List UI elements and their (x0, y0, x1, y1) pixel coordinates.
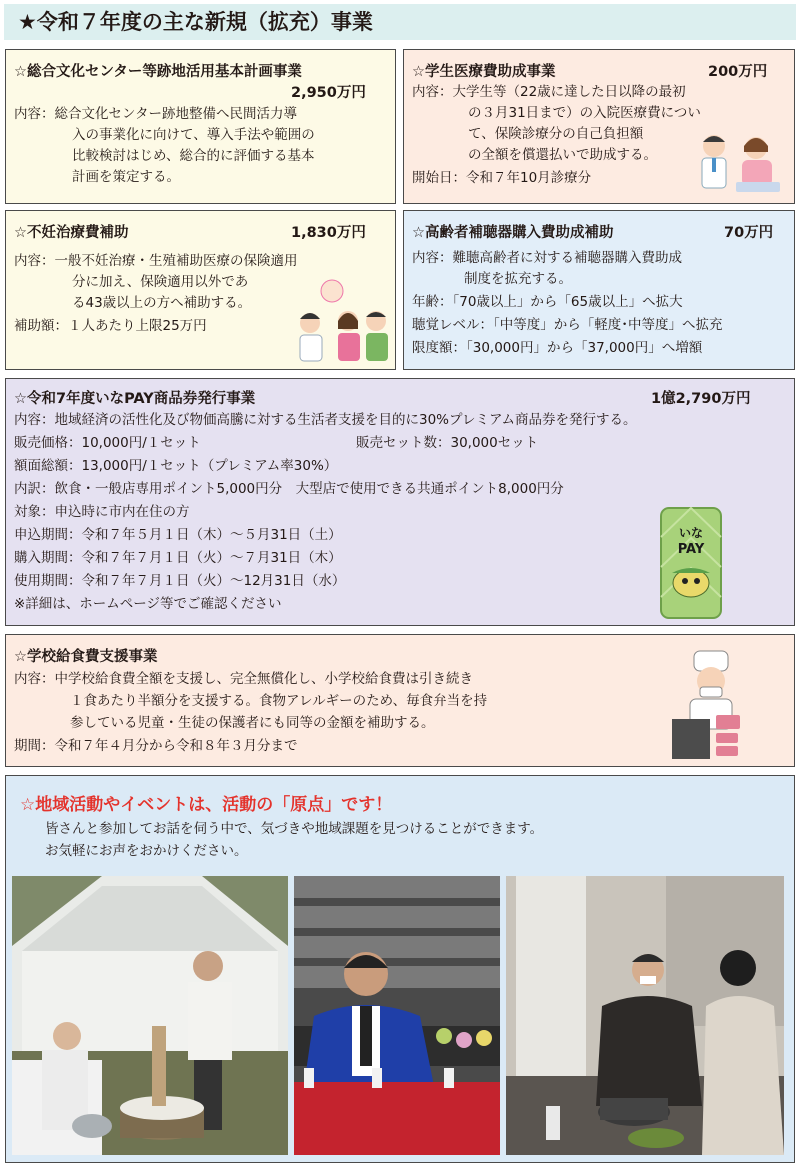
breakdown: 内訳：飲食・一般店専用ポイント5,000円分 大型店で使用できる共通ポイント8,000円分 (14, 481, 564, 497)
box-school-lunch (5, 634, 795, 767)
start-date: 開始日：令和７年10月診療分 (412, 170, 592, 186)
age-change: 年齢：「70歳以上」から「65歳以上」へ拡大 (412, 294, 683, 310)
content-line: １食あたり半額分を支援する。食物アレルギーのため、毎食弁当を持 (70, 693, 488, 709)
target: 対象：申込時に市内在住の方 (14, 504, 190, 520)
family-consultation-icon (296, 277, 392, 365)
content-line: 参している児童・生徒の保護者にも同等の金額を補助する。 (70, 715, 435, 731)
photo-cooking (506, 876, 784, 1155)
box-title: ☆学校給食費支援事業 (14, 649, 158, 665)
page-title: ★令和７年度の主な新規（拡充）事業 (4, 4, 796, 40)
community-line: 皆さんと参加してお話を伺う中で、気づきや地域課題を見つけることができます。 (45, 821, 544, 837)
box-student-medical (403, 49, 795, 204)
box-hearing-aid (403, 210, 795, 370)
box-amount: 200万円 (708, 64, 768, 80)
face-value: 額面総額：13,000円/１セット（プレミアム率30%） (14, 458, 338, 474)
doctor-patient-icon (696, 128, 782, 196)
sale-price: 販売価格：10,000円/１セット (14, 435, 201, 451)
content-line: 入の事業化に向けて、導入手法や範囲の (72, 127, 315, 143)
content-line: 内容：大学生等（22歳に達した日以降の最初 (412, 84, 686, 100)
content-line: の３月31日まで）の入院医療費につい (468, 105, 701, 121)
content-line: 内容：一般不妊治療・生殖補助医療の保険適用 (14, 253, 298, 269)
content-line: 計画を策定する。 (72, 169, 180, 185)
box-title: ☆総合文化センター等跡地活用基本計画事業 (14, 64, 302, 80)
period: 期間：令和７年４月分から令和８年３月分まで (14, 738, 298, 754)
box-cultural-center (5, 49, 396, 204)
content-line: 内容：難聴高齢者に対する補聴器購入費助成 (412, 250, 682, 266)
apply-period: 申込期間：令和７年５月１日（木）～５月31日（土） (14, 527, 342, 543)
box-amount: 1億2,790万円 (651, 391, 751, 407)
content-line: 内容：地域経済の活性化及び物価高騰に対する生活者支援を目的に30%プレミアム商品券を発行する。 (14, 412, 637, 428)
limit-change: 限度額：「30,000円」から「37,000円」へ増額 (412, 340, 703, 356)
box-amount: 2,950万円 (291, 85, 366, 101)
content-line: 比較検討はじめ、総合的に評価する基本 (72, 148, 315, 164)
card-label: いな (678, 526, 704, 540)
content-line: 内容：総合文化センター跡地整備へ民間活力導 (14, 106, 297, 122)
box-title: ☆学生医療費助成事業 (412, 64, 556, 80)
details-note: ※詳細は、ホームページ等でご確認ください (14, 596, 282, 612)
inapay-card-icon (660, 507, 722, 619)
photo-festival (294, 876, 500, 1155)
box-amount: 1,830万円 (291, 225, 366, 241)
box-amount: 70万円 (724, 225, 774, 241)
box-title: ☆高齢者補聴器購入費助成補助 (412, 225, 614, 241)
hearing-level-change: 聴覚レベル：「中等度」から「軽度･中等度」へ拡充 (412, 317, 723, 333)
photo-mochi-pounding (12, 876, 288, 1155)
community-line: お気軽にお声をおかけください。 (45, 843, 248, 859)
community-heading: ☆地域活動やイベントは、活動の「原点」です！ (20, 795, 393, 815)
content-line: て、保険診療分の自己負担額 (468, 126, 644, 142)
box-title: ☆不妊治療費補助 (14, 225, 129, 241)
content-line: 内容：中学校給食費全額を支援し、完全無償化し、小学校給食費は引き続き (14, 671, 473, 687)
purchase-period: 購入期間：令和７年７月１日（火）～７月31日（木） (14, 550, 342, 566)
card-label: PAY (677, 542, 705, 557)
use-period: 使用期間：令和７年７月１日（火）～12月31日（水） (14, 573, 346, 589)
box-title: ☆令和7年度いなPAY商品券発行事業 (14, 391, 256, 407)
content-line: 制度を拡充する。 (464, 271, 572, 287)
box-inapay (5, 378, 795, 626)
content-line: る43歳以上の方へ補助する。 (72, 295, 252, 311)
content-line: 分に加え、保険適用以外であ (72, 274, 249, 290)
subsidy-amount: 補助額：１人あたり上限25万円 (14, 318, 207, 334)
lunch-server-icon (666, 649, 756, 761)
box-fertility (5, 210, 396, 370)
sale-sets: 販売セット数：30,000セット (356, 435, 539, 451)
content-line: の全額を償還払いで助成する。 (468, 147, 657, 163)
